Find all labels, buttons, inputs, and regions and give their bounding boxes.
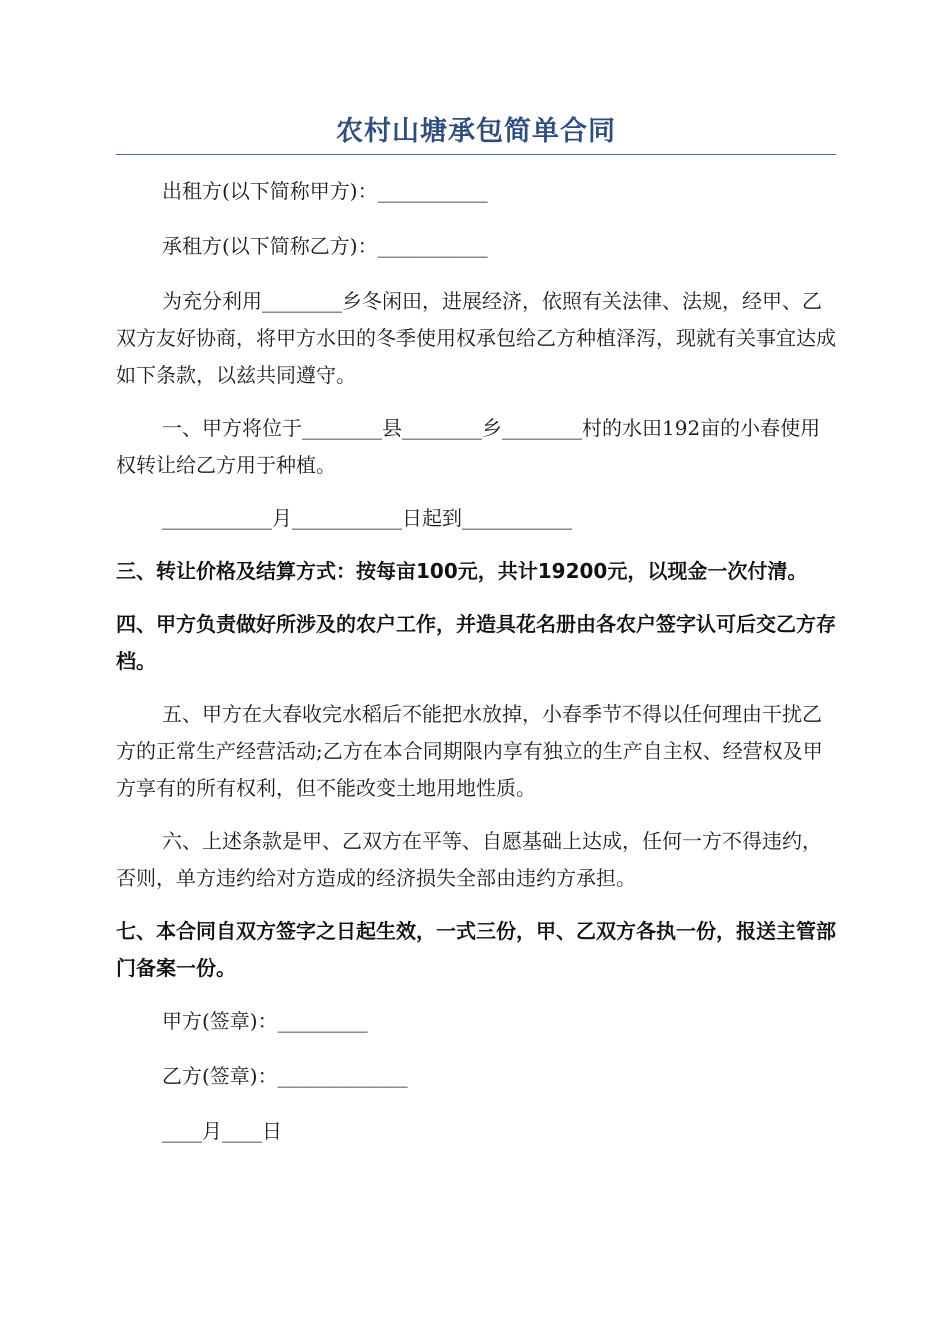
clause-3: 三、转让价格及结算方式：按每亩100元，共计19200元，以现金一次付清。	[116, 559, 808, 583]
contract-page	[116, 112, 836, 1150]
party-b-signature-line: 乙方(签章)：_____________	[162, 1064, 408, 1088]
term-dates-line: ___________月___________日起到___________	[162, 506, 572, 530]
clause-5: 五、甲方在大春收完水稻后不能把水放掉，小春季节不得以任何理由干扰乙方的正常生产经营活动;乙方在本合同期限内享有独立的生产自主权、经营权及甲方享有的所有权利，但不能改变土地用地性质。	[116, 702, 823, 800]
lessee-line: 承租方(以下简称乙方)：___________	[162, 234, 488, 258]
title-underline	[116, 154, 836, 155]
document-title: 农村山塘承包简单合同	[336, 116, 616, 147]
clause-1: 一、甲方将位于________县________乡________村的水田192亩的小春使用权转让给乙方用于种植。	[116, 416, 821, 477]
party-a-signature-line: 甲方(签章)：_________	[162, 1009, 368, 1033]
clause-7: 七、本合同自双方签字之日起生效，一式三份，甲、乙双方各执一份，报送主管部门备案一份。	[116, 919, 836, 980]
clause-6: 六、上述条款是甲、乙双方在平等、自愿基础上达成，任何一方不得违约，否则，单方违约给对方造成的经济损失全部由违约方承担。	[116, 829, 822, 890]
preamble-paragraph: 为充分利用________乡冬闲田，进展经济，依照有关法律、法规，经甲、乙双方友好协商，将甲方水田的冬季使用权承包给乙方种植泽泻，现就有关事宜达成如下条款，以兹共同遵守。	[116, 289, 836, 387]
signing-date-line: ____月____日	[162, 1119, 282, 1143]
lessor-line: 出租方(以下简称甲方)：___________	[162, 179, 488, 203]
clause-4: 四、甲方负责做好所涉及的农户工作，并造具花名册由各农户签字认可后交乙方存档。	[116, 612, 836, 673]
